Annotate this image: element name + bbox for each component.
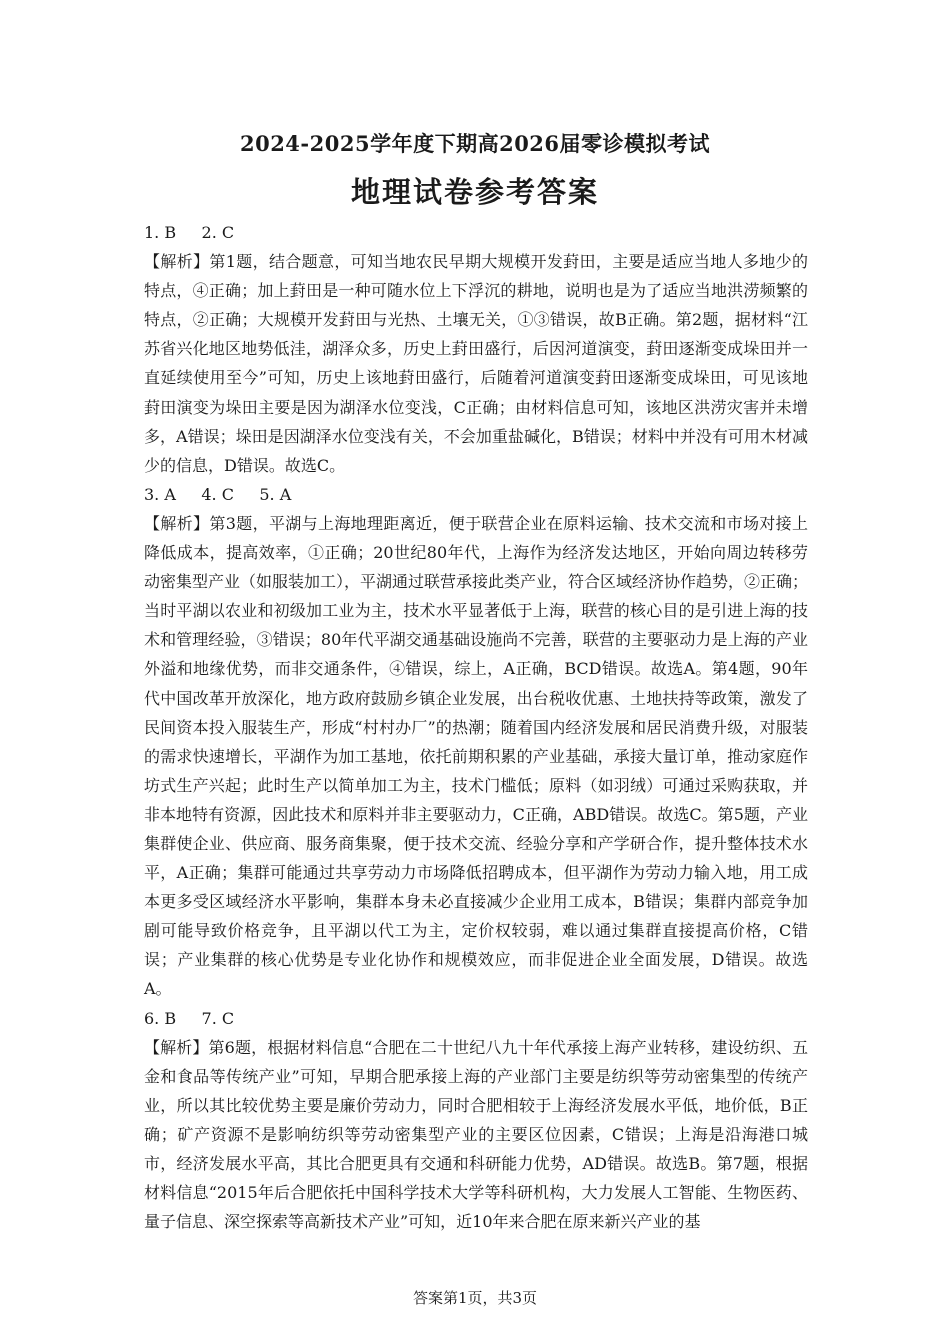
answer-line-1-2: 1. B 2. C [144,223,235,242]
analysis-paragraph-1-2: 【解析】第1题，结合题意，可知当地农民早期大规模开发葑田，主要是适应当地人多地少的特点，④正确；加上葑田是一种可随水位上下浮沉的耕地，说明也是为了适应当地洪涝频繁的特点，②正确；大规模开发葑田与光热、土壤无关，①③错误，故B正确。第2题，据材料“江苏省兴化地区地势低洼，湖泽众多，历史上葑田盛行，后因河道演变，葑田逐渐变成垛田并一直延续使用至今”可知，历史上该地葑田盛行，后随着河道演变葑田逐渐变成垛田，可见该地葑田演变为垛田主要是因为湖泽水位变浅，C正确；由材料信息可知，该地区洪涝灾害并未增多，A错误；垛田是因湖泽水位变浅有关，不会加重盐碱化，B错误；材料中并没有可用木材减少的信息，D错误。故选C。 [144,252,808,475]
document-subtitle: 地理试卷参考答案 [350,175,599,209]
analysis-paragraph-6-7: 【解析】第6题，根据材料信息“合肥在二十世纪八九十年代承接上海产业转移，建设纺织、五金和食品等传统产业”可知，早期合肥承接上海的产业部门主要是纺织等劳动密集型的传统产业，所以其比较优势主要是廉价劳动力，同时合肥相较于上海经济发展水平低，地价低，B正确；矿产资源不是影响纺织等劳动密集型产业的主要区位因素，C错误；上海是沿海港口城市，经济发展水平高，其比合肥更具有交通和科研能力优势，AD错误。故选B。第7题，根据材料信息“2015年后合肥依托中国科学技术大学等科研机构，大力发展人工智能、生物医药、量子信息、深空探索等高新技术产业”可知，近10年来合肥在原来新兴产业的基 [144,1037,808,1232]
answer-line-6-7: 6. B 7. C [144,1008,235,1028]
exam-title: 2024-2025学年度下期高2026届零诊模拟考试 [239,131,711,156]
analysis-paragraph-3-5: 【解析】第3题，平湖与上海地理距离近，便于联营企业在原料运输、技术交流和市场对接上降低成本，提高效率，①正确；20世纪80年代，上海作为经济发达地区，开始向周边转移劳动密集型产业（如服装加工），平湖通过联营承接此类产业，符合区域经济协作趋势，②正确；当时平湖以农业和初级加工业为主，技术水平显著低于上海，联营的核心目的是引进上海的技术和管理经验，③错误；80年代平湖交通基础设施尚不完善，联营的主要驱动力是上海的产业外溢和地缘优势，而非交通条件，④错误，综上，A正确，BCD错误。故选A。第4题，90年代中国改革开放深化，地方政府鼓励乡镇企业发展，出台税收优惠、土地扶持等政策，激发了民间资本投入服装生产，形成“村村办厂”的热潮；随着国内经济发展和居民消费升级，对服装的需求快速增长，平湖作为加工基地，依托前期积累的产业基础，承接大量订单，推动家庭作坊式生产兴起；此时生产以简单加工为主，技术门槛低；原料（如羽绒）可通过采购获取，并非本地特有资源，因此技术和原料并非主要驱动力，C正确，ABD错误。故选C。第5题，产业集群使企业、供应商、服务商集聚，便于技术交流、经验分享和产学研合作，提升整体技术水平，A正确；集群可能通过共享劳动力市场降低招聘成本，但平湖作为劳动力输入地，用工成本更多受区域经济水平影响，集群本身未必直接减少企业用工成本，B错误；集群内部竞争加剧可能导致价格竞争，且平湖以代工为主，定价权较弱，难以通过集群直接提高价格，C错误；产业集群的核心优势是专业化协作和规模效应，而非促进企业全面发展，D错误。故选A。 [144,513,809,999]
answer-line-3-5: 3. A 4. C 5. A [144,484,292,504]
page-footer: 答案第1页，共3页 [412,1289,538,1307]
answer-content [144,218,808,1236]
